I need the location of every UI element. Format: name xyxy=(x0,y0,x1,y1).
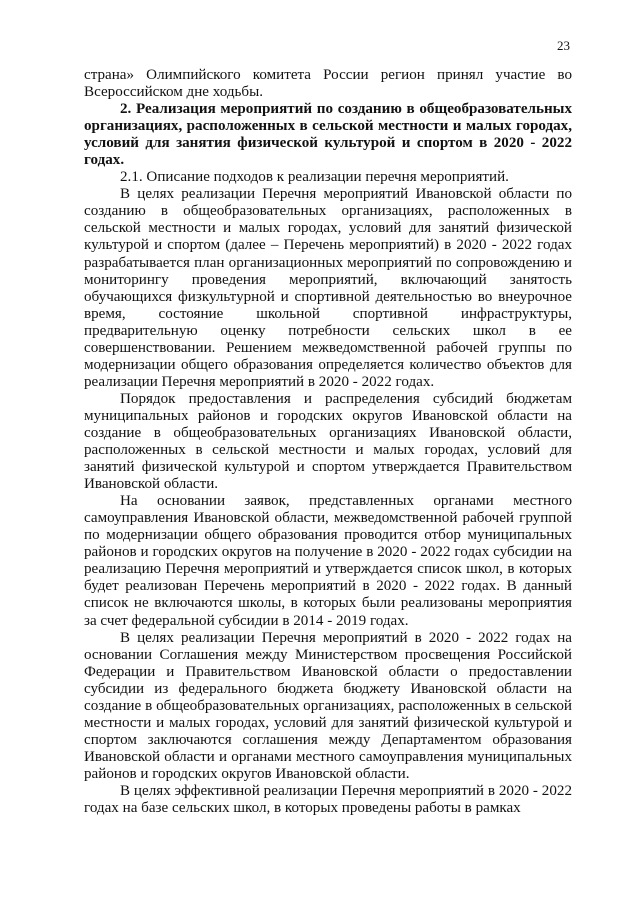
paragraph: В целях эффективной реализации Перечня мероприятий в 2020 - 2022 годах на базе сельских школ, в которых проведены работы в рамках xyxy=(84,782,572,817)
paragraph: Порядок предоставления и распределения субсидий бюджетам муниципальных районов и городских округов Ивановской области на создание в общеобразовательных организациях Ивановской области, расположенных в сельской местности и малых городах, условий для занятий физической культурой и спортом утверждается Правительством Ивановской области. xyxy=(84,390,572,493)
section-heading: 2. Реализация мероприятий по созданию в общеобразовательных организациях, расположенных в сельской местности и малых городах, условий для занятия физической культурой и спортом в 2020 - 2022 годах. xyxy=(84,101,572,169)
paragraph: В целях реализации Перечня мероприятий Ивановской области по созданию в общеобразовательных организациях, расположенных в сельской местности и малых городах, условий для занятий физической культурой и спортом (далее – Перечень мероприятий) в 2020 - 2022 годах разрабатывается план организационных мероприятий по сопровождению и мониторингу проведения мероприятий, включающий занятость обучающихся физкультурной и спортивной деятельностью во внеурочное время, состояние школьной спортивной инфраструктуры, предварительную оценку потребности сельских школ в ее совершенствовании. Решением межведомственной рабочей группы по модернизации общего образования определяется количество объектов для реализации Перечня мероприятий в 2020 - 2022 годах. xyxy=(84,186,572,390)
paragraph: На основании заявок, представленных органами местного самоуправления Ивановской области, межведомственной рабочей группой по модернизации общего образования проводится отбор муниципальных районов и городских округов на получение в 2020 - 2022 годах субсидии на реализацию Перечня мероприятий и утверждается список школ, в которых будет реализован Перечень мероприятий в 2020 - 2022 годах. В данный список не включаются школы, в которых были реализованы мероприятия за счет федеральной субсидии в 2014 - 2019 годах. xyxy=(84,493,572,629)
page-number: 23 xyxy=(557,38,570,53)
document-body xyxy=(84,67,572,817)
subsection-title: 2.1. Описание подходов к реализации перечня мероприятий. xyxy=(120,169,509,186)
paragraph-continuation: страна» Олимпийского комитета России регион принял участие во Всероссийском дне ходьбы. xyxy=(84,67,572,101)
paragraph: В целях реализации Перечня мероприятий в 2020 - 2022 годах на основании Соглашения между Министерством просвещения Российской Федерации и Правительством Ивановской области о предоставлении субсидии из федерального бюджета бюджету Ивановской области на создание в общеобразовательных организациях, расположенных в сельской местности и малых городах, условий для занятий физической культурой и спортом заключаются соглашения между Департаментом образования Ивановской области и органами местного самоуправления муниципальных районов и городских округов Ивановской области. xyxy=(84,629,572,782)
